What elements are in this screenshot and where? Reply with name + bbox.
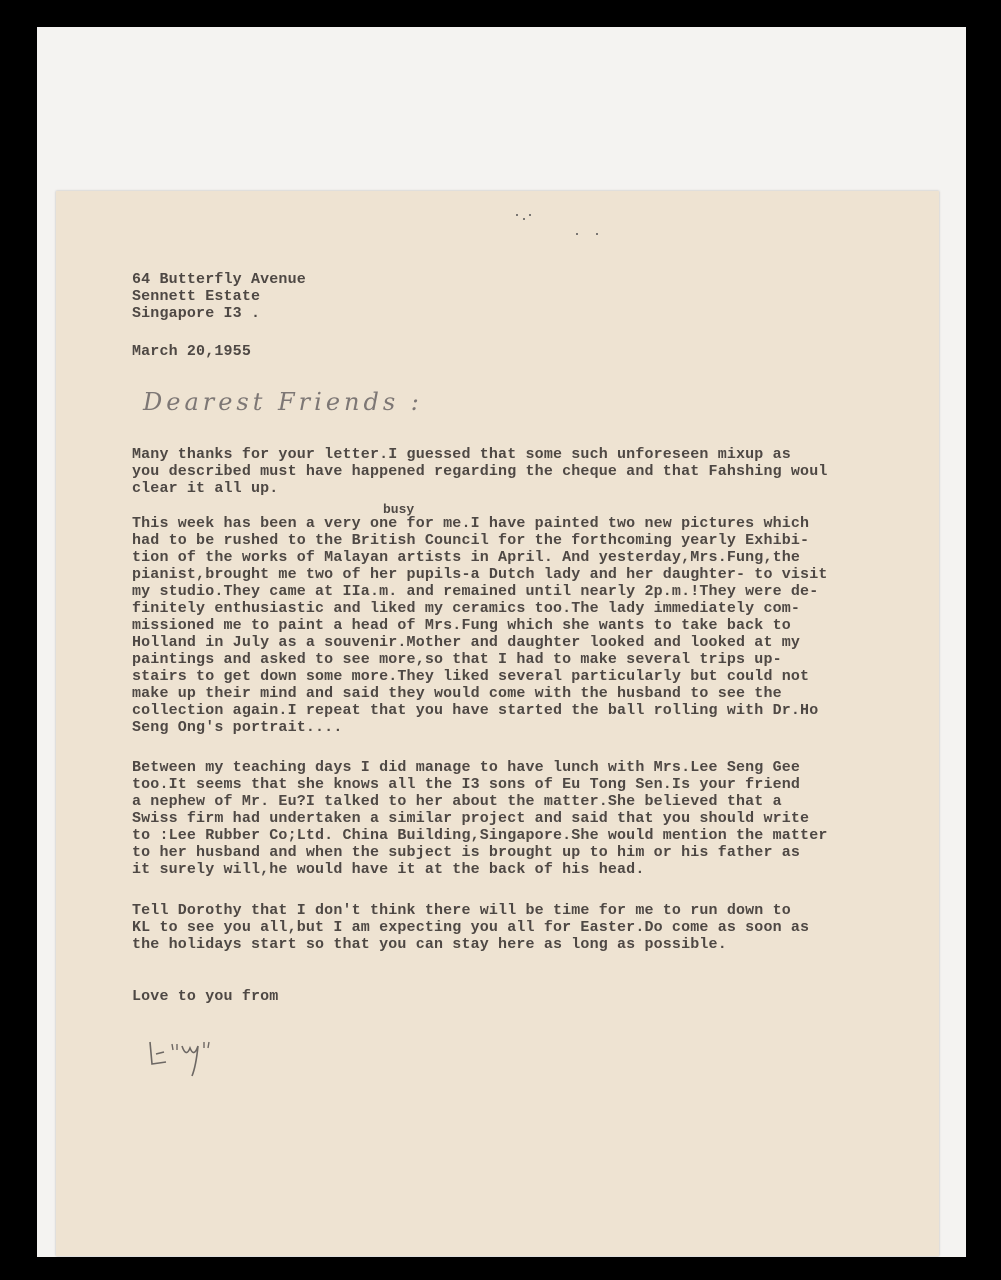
text-line: finitely enthusiastic and liked my ceramics too.The lady immediately com- (132, 600, 801, 617)
text-line: tion of the works of Malayan artists in April. And yesterday,Mrs.Fung,the (132, 549, 801, 566)
paragraph-2 (132, 515, 828, 736)
text-line: Many thanks for your letter.I guessed that some such unforeseen mixup as (132, 446, 791, 463)
text-line: you described must have happened regarding the cheque and that Fahshing woul (132, 463, 828, 480)
paragraph-3 (132, 759, 828, 878)
letter-date: March 20,1955 (132, 343, 251, 360)
address-line: Singapore I3 . (132, 305, 261, 322)
text-line: Tell Dorothy that I don't think there will be time for me to run down to (132, 902, 791, 919)
text-line: Swiss firm had undertaken a similar project and said that you should write (132, 810, 810, 827)
paper-mark (529, 214, 531, 216)
sender-address (132, 271, 306, 322)
paper-mark (523, 218, 525, 220)
paper-mark (516, 214, 518, 216)
text-line: Seng Ong's portrait.... (132, 719, 343, 736)
text-line: it surely will,he would have it at the back of his head. (132, 861, 645, 878)
text-line: to her husband and when the subject is brought up to him or his father as (132, 844, 801, 861)
text-line: missioned me to paint a head of Mrs.Fung which she wants to take back to (132, 617, 791, 634)
text-line: the holidays start so that you can stay here as long as possible. (132, 936, 727, 953)
text-line: Holland in July as a souvenir.Mother and daughter looked and looked at my (132, 634, 801, 651)
text-line: Between my teaching days I did manage to have lunch with Mrs.Lee Seng Gee (132, 759, 801, 776)
text-line: a nephew of Mr. Eu?I talked to her about the matter.She believed that a (132, 793, 782, 810)
text-line: KL to see you all,but I am expecting you all for Easter.Do come as soon as (132, 919, 810, 936)
paper-mark (576, 233, 578, 235)
paper-mark (596, 233, 598, 235)
text-line: collection again.I repeat that you have started the ball rolling with Dr.Ho (132, 702, 819, 719)
paragraph-4 (132, 902, 809, 953)
text-line: my studio.They came at IIa.m. and remained until nearly 2p.m.!They were de- (132, 583, 819, 600)
handwritten-salutation: Dearest Friends : (143, 388, 423, 416)
text-line: stairs to get down some more.They liked several particularly but could not (132, 668, 810, 685)
text-line: clear it all up. (132, 480, 279, 497)
paragraph-1 (132, 446, 828, 497)
handwritten-signature (146, 1030, 226, 1080)
text-line: to :Lee Rubber Co;Ltd. China Building,Singapore.She would mention the matter (132, 827, 828, 844)
text-line: pianist,brought me two of her pupils-a Dutch lady and her daughter- to visit (132, 566, 828, 583)
address-line: Sennett Estate (132, 288, 261, 305)
text-line: paintings and asked to see more,so that I had to make several trips up- (132, 651, 782, 668)
text-line: had to be rushed to the British Council for the forthcoming yearly Exhibi- (132, 532, 810, 549)
letter-closing: Love to you from (132, 988, 279, 1005)
text-line: This week has been a very one for me.I have painted two new pictures which (132, 515, 810, 532)
inserted-word: busy (383, 502, 415, 517)
text-line: make up their mind and said they would come with the husband to see the (132, 685, 782, 702)
address-line: 64 Butterfly Avenue (132, 271, 306, 288)
text-line: too.It seems that she knows all the I3 sons of Eu Tong Sen.Is your friend (132, 776, 801, 793)
